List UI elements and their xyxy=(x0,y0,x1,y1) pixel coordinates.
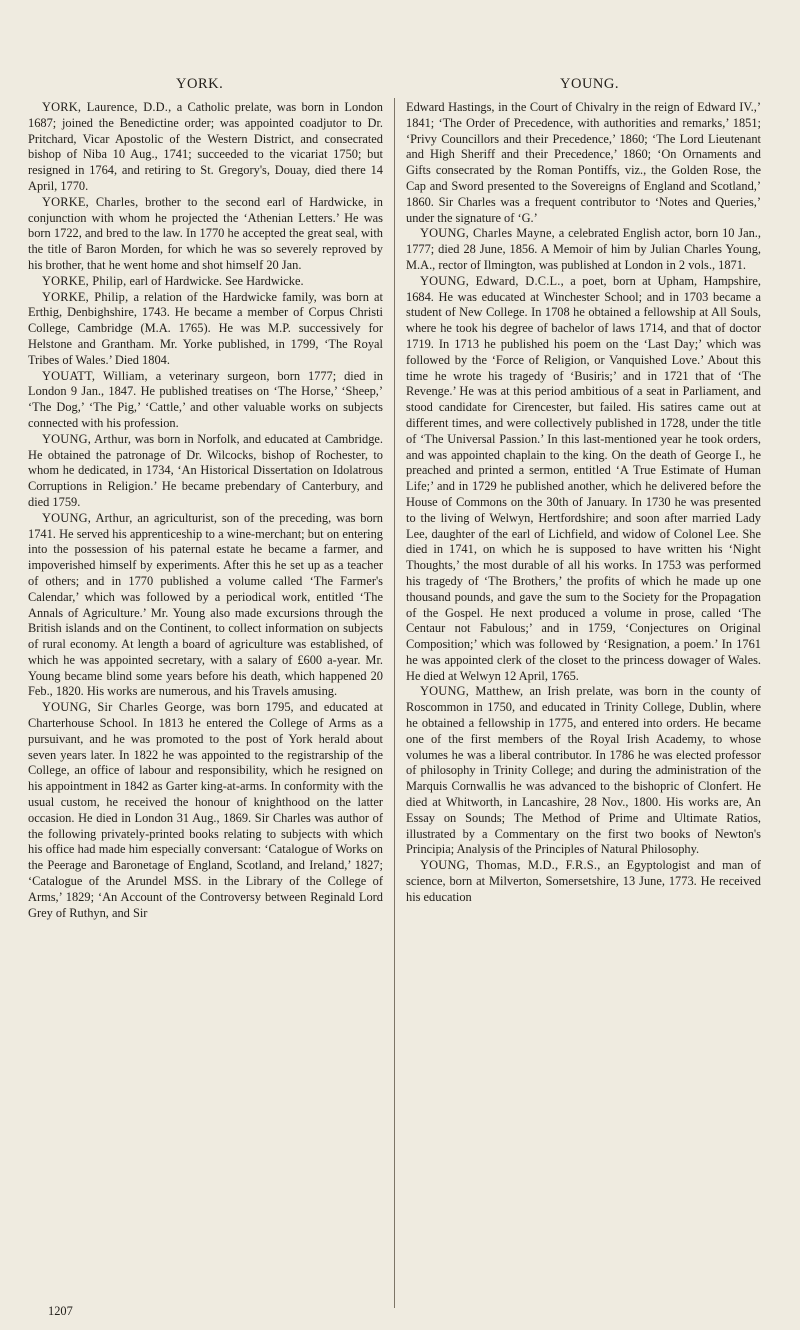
right-column xyxy=(406,100,761,906)
entry-name: YOUNG, Charles Mayne, xyxy=(420,226,555,241)
page-number: 1207 xyxy=(48,1304,73,1318)
dictionary-entry xyxy=(28,369,383,432)
entry-text: a poet, born at Upham, Hampshire, 1684. He was educated at Winchester School; and in 1703 became a student of New College. In 1708 he obtained a fellowship at All Souls, where he took his degree of bachelor of laws 1714, and that of doctor 1719. In 1713 he published his poem on the ‘Last Day;’ which was followed by the ‘Force of Religion, or Vanquished Love.’ About this time he wrote his tragedy of ‘Busiris;’ and in 1721 that of ‘The Revenge.’ He was at this period ambitious of a seat in Parliament, and stood candidate for Cirencester, but failed. His satires came out at different times, and were collectively published in 1728, under the title of ‘The Universal Passion.’ In this last-mentioned year he took orders, and was appointed chaplain to the king. On the death of George I., he preached and printed a sermon, entitled ‘A True Estimate of Human Life;’ and in 1729 he published another, which he delivered before the House of Commons on the 30th of January. In 1730 he was presented to the living of Welwyn, Hertfordshire; and soon after married Lady Lee, daughter of the earl of Lichfield, and widow of Colonel Lee. She died in 1741, on which he is supposed to have written his ‘Night Thoughts,’ the most durable of all his works. In 1753 was performed his tragedy of ‘The Brothers,’ the profits of which he made up one thousand pounds, and gave the sum to the Society for the Propagation of the Gospel. He next produced a volume in prose, called ‘The Centaur not Fabulous;’ and in 1759, ‘Conjectures on Original Composition;’ which was followed by ‘Resignation, a poem.’ In 1761 he was appointed clerk of the closet to the princess dowager of Wales. He died at Welwyn 12 April, 1765. xyxy=(406,273,761,683)
left-running-head: YORK. xyxy=(176,76,224,92)
dictionary-entry xyxy=(28,700,383,921)
dictionary-entry xyxy=(28,432,383,511)
dictionary-entry xyxy=(28,100,383,195)
entry-text: was born in Norfolk, and educated at Cambridge. He obtained the patronage of Dr. Wilcocks, bishop of Rochester, to whom he dedicated, in 1734, ‘An Historical Dissertation on Idolatrous Corruptions in Religion.’ He became prebendary of Canterbury, and died 1759. xyxy=(28,431,383,509)
entry-text: was born 1795, and educated at Charterhouse School. In 1813 he entered the College of Arms as a pursuivant, and he was promoted to the post of York herald about seven years later. In 1822 he was appointed to the registrarship of the College, an office of labour and responsibility, which he resigned on his appointment in 1842 as Garter king-at-arms. In conformity with the usual custom, he received the honour of knighthood on the latter occasion. He died in London 31 Aug., 1869. Sir Charles was author of the following privately-printed books relating to subjects with which his office had made him especially conversant: ‘Catalogue of Works on the Peerage and Baronetage of England, Scotland, and Ireland,’ 1827; ‘Catalogue of the Arundel MSS. in the Library of the College of Arms,’ 1829; ‘An Account of the Controversy between Reginald Lord Grey of Ruthyn, and Sir xyxy=(28,700,383,920)
entry-name: YOUATT, William, xyxy=(42,368,148,383)
entry-name: YOUNG, Sir Charles George, xyxy=(42,700,206,715)
entry-text: a Catholic prelate, was born in London 1687; joined the Benedictine order; was appointed coadjutor to Dr. Pritchard, Vicar Apostolic of the Western District, and consecrated bishop of Niba 10 Aug., 1741; succeeded to the vicariat 1750; but resigned in 1764, and retiring to St. Gregory's, Douay, died there 14 April, 1770. xyxy=(28,100,383,193)
column-divider xyxy=(394,98,395,1308)
dictionary-entry xyxy=(28,274,383,290)
dictionary-entry xyxy=(28,290,383,369)
dictionary-entry xyxy=(28,511,383,701)
entry-name: YOUNG, Arthur, xyxy=(42,431,132,446)
entry-name: YORKE, Philip, xyxy=(42,273,127,288)
entry-name: YORKE, Charles, xyxy=(42,194,139,209)
dictionary-entry xyxy=(406,274,761,685)
entry-text: earl of Hardwicke. See Hardwicke. xyxy=(126,273,304,288)
left-column xyxy=(28,100,383,921)
dictionary-entry xyxy=(406,100,761,226)
entry-text: a celebrated English actor, born 10 Jan., 1777; died 28 June, 1856. A Memoir of him by Julian Charles Young, M.A., rector of Ilmington, was published at London in 2 vols., 1871. xyxy=(406,226,761,272)
entry-text: Edward Hastings, in the Court of Chivalry in the reign of Edward IV.,’ 1841; ‘The Order of Precedence, with authorities and remarks,’ 1851; ‘Privy Councillors and their Precedence,’ 1860; ‘The Lord Lieutenant and High Sheriff and their Precedence,’ 1860; ‘On Ornaments and Gifts consecrated by the Roman Pontiffs, viz., the Golden Rose, the Cap and Sword presented to the Sovereigns of England and Scotland,’ 1860. Sir Charles was a frequent contributor to ‘Notes and Queries,’ under the signature of ‘G.’ xyxy=(406,100,761,225)
right-running-head: YOUNG. xyxy=(560,76,619,92)
entry-text: an Egyptologist and man of science, born at Milverton, Somersetshire, 13 June, 1773. He received his education xyxy=(406,858,761,904)
entry-name: YOUNG, Matthew, xyxy=(420,684,524,699)
entry-name: YOUNG, Edward, D.C.L., xyxy=(420,273,564,288)
entry-text: a veterinary surgeon, born 1777; died in London 9 Jan., 1847. He published treatises on ‘The Horse,’ ‘Sheep,’ ‘The Dog,’ ‘The Pig,’ ‘Cattle,’ and other valuable works on subjects connected with his profession. xyxy=(28,368,384,430)
entry-text: brother to the second earl of Hardwicke, in conjunction with whom he projected the ‘Athenian Letters.’ He was born 1722, and bred to the law. In 1770 he accepted the great seal, with the title of Baron Morden, for which he was so severely reproved by his brother, that he went home and shot himself 20 Jan. xyxy=(28,194,383,272)
dictionary-entry xyxy=(406,684,761,858)
entry-name: YOUNG, Arthur, xyxy=(42,510,133,525)
dictionary-entry xyxy=(28,195,383,274)
entry-name: YORKE, Philip, xyxy=(42,289,129,304)
dictionary-entry xyxy=(406,858,761,905)
entry-name: YORK, Laurence, D.D., xyxy=(42,100,172,114)
dictionary-entry xyxy=(406,226,761,273)
entry-text: an Irish prelate, was born in the county of Roscommon in 1750, and educated in Trinity College, Dublin, where he obtained a fellowship in 1775, and entered into orders. He became one of the first members of the Royal Irish Academy, to whose volumes he was a liberal contributor. In 1786 he was elected professor of philosophy in Trinity College; and during the administration of the Marquis Cornwallis he was advanced to the bishopric of Clonfert. He died at Whitworth, in Lancashire, 28 Nov., 1800. His works are, An Essay on Sounds; The Method of Prime and Ultimate Ratios, illustrated by a Commentary on the first two books of Newton's Principia; Analysis of the Principles of Natural Philosophy. xyxy=(406,684,761,857)
entry-text: a relation of the Hardwicke family, was born at Erthig, Denbighshire, 1743. He became a member of Corpus Christi College, Cambridge (M.A. 1765). He was M.P. successively for Helstone and Grantham. Mr. Yorke published, in 1799, ‘The Royal Tribes of Wales.’ Died 1804. xyxy=(28,289,383,367)
entry-name: YOUNG, Thomas, M.D., F.R.S., xyxy=(420,858,601,873)
entry-text: an agriculturist, son of the preceding, was born 1741. He served his apprenticeship to a wine-merchant; but on entering into the possession of his paternal estate he became a farmer, and impoverished himself by experiments. After this he set up as a teacher of others; and in 1770 published a volume called ‘The Farmer's Calendar,’ which was followed by a periodical work, entitled ‘The Annals of Agriculture.’ Mr. Young also made excursions through the British islands and on the Continent, to collect information on subjects of rural economy. At length a board of agriculture was established, of which he was appointed secretary, with a salary of £600 a-year. Mr. Young became blind some years before his death, which happened 20 Feb., 1820. His works are numerous, and his Travels amusing. xyxy=(28,510,384,699)
